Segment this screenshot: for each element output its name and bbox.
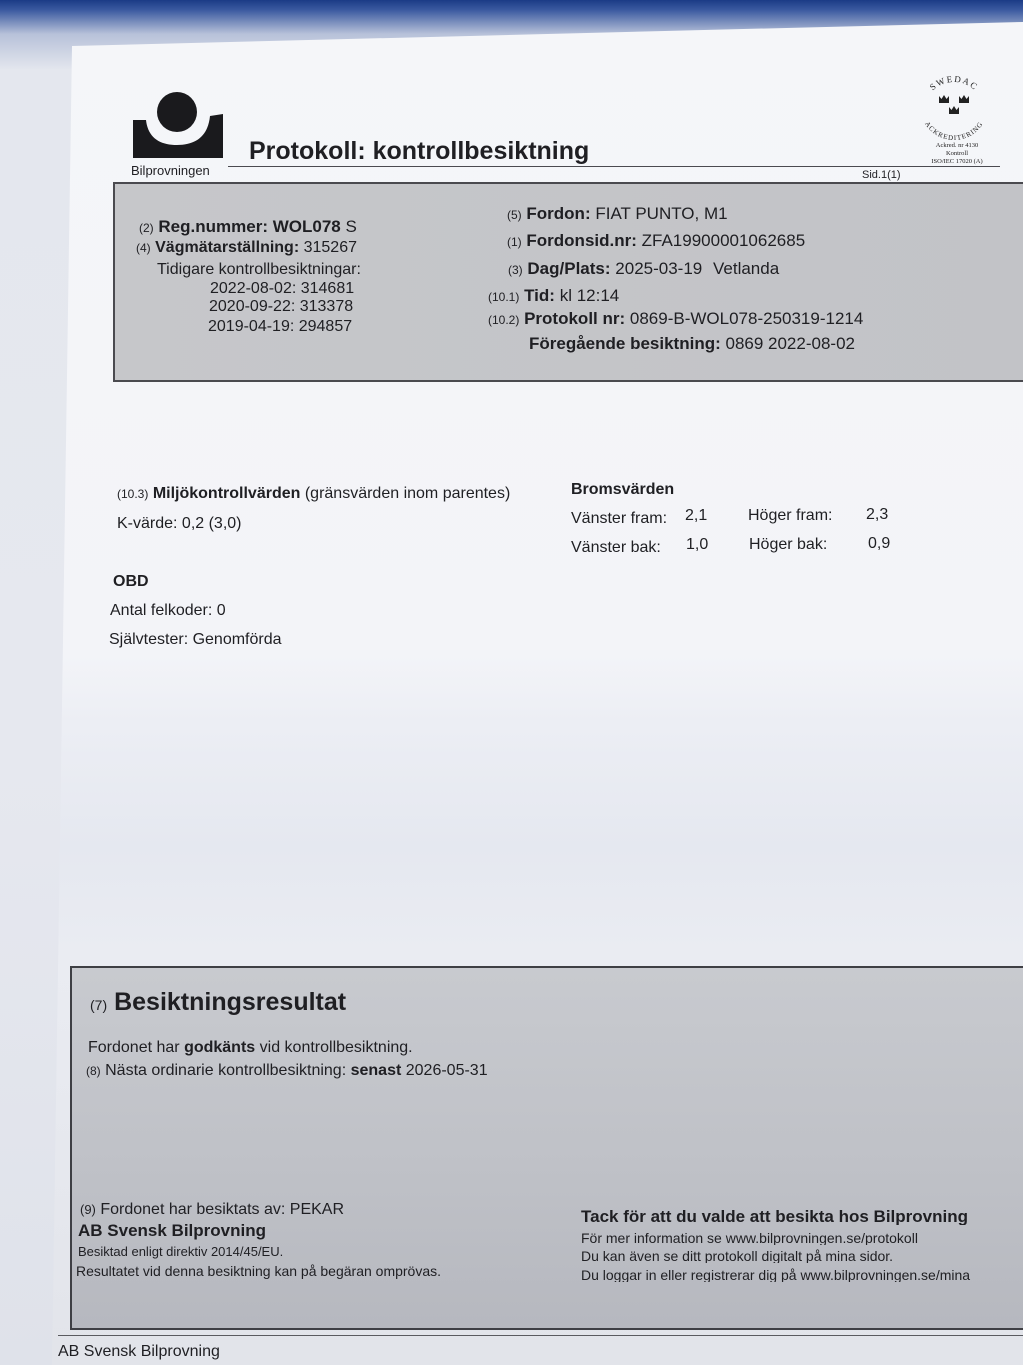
footer-rule [58,1335,1023,1336]
brake-right-rear-value: 0,9 [868,535,891,552]
result-status-post: vid kontrollbesiktning. [259,1039,413,1056]
seal-ring-top [928,74,981,92]
inspector-line [80,1202,344,1218]
brake-right-front-value: 2,3 [866,506,889,523]
three-crowns-icon [939,95,969,114]
obd-self-tests: Självtester: Genomförda [109,631,282,648]
swedac-seal-icon [912,74,996,144]
seal-ring-bottom-text: ACKREDITERING [923,120,985,143]
page-title: Protokoll: kontrollbesiktning [249,137,590,165]
ref-1: (1) [507,235,522,249]
footer-company: AB Svensk Bilprovning [58,1343,220,1360]
vin-value: ZFA19900001062685 [641,231,806,250]
protocol-number-label: Protokoll nr: [524,309,626,328]
vehicle-model-label: Fordon: [526,204,591,223]
vin-line [507,232,805,249]
date-place-label: Dag/Plats: [527,259,611,278]
time-value: kl 12:14 [559,286,620,305]
previous-inspection-item: 2019-04-19: 294857 [208,318,353,335]
inspection-date: 2025-03-19 [615,259,703,278]
reg-number-suffix: S [345,217,357,236]
brake-left-front-value: 2,1 [685,507,708,524]
vehicle-model-value: FIAT PUNTO, M1 [595,204,728,223]
protocol-number-line [488,310,863,327]
appeal-text: Resultatet vid denna besiktning kan på begäran omprövas. [76,1263,442,1279]
info-digital-protocol: Du kan även se ditt protokoll digitalt på mina sidor. [581,1249,894,1263]
ref-10-2: (10.2) [488,313,520,327]
time-label: Tid: [524,286,555,305]
result-heading [90,990,346,1015]
seal-kind: Kontroll [945,150,969,157]
obd-fault-codes: Antal felkoder: 0 [110,602,226,619]
title-rule [228,166,1000,167]
directive-text: Besiktad enligt direktiv 2014/45/EU. [78,1244,284,1259]
obd-heading: OBD [113,573,149,590]
vehicle-info-box [113,182,1023,382]
ref-7: (7) [90,997,108,1013]
bilprovningen-logo-icon [128,88,228,164]
inspector-text: Fordonet har besiktats av: PEKAR [100,1201,345,1218]
brake-left-rear-value: 1,0 [686,536,709,553]
previous-inspection-value: 0869 2022-08-02 [725,334,855,353]
brake-left-rear-label: Vänster bak: [571,539,661,556]
environment-label: Miljökontrollvärden [152,485,301,502]
brake-right-front-label: Höger fram: [748,507,833,524]
ref-5: (5) [507,208,522,222]
odometer-line [136,240,357,256]
previous-inspections-label: Tidigare kontrollbesiktningar: [157,261,361,278]
seal-ring-bottom [923,120,985,142]
logo-text: Bilprovningen [131,163,210,178]
time-line [488,287,619,304]
ref-4: (4) [136,241,151,255]
company-name: AB Svensk Bilprovning [78,1221,266,1240]
protocol-number-value: 0869-B-WOL078-250319-1214 [629,309,864,328]
next-inspection-latest: senast [350,1062,402,1079]
ref-3: (3) [508,263,523,277]
brake-right-rear-label: Höger bak: [749,536,828,553]
result-title: Besiktningsresultat [114,988,347,1016]
ref-2: (2) [139,221,154,235]
k-value: K-värde: 0,2 (3,0) [117,515,242,532]
inspection-result-box [70,966,1023,1330]
result-status-approved: godkänts [184,1039,256,1056]
info-login: Du loggar in eller registrerar dig på www.bilprovningen.se/mina [581,1268,971,1282]
vehicle-model-line [507,205,728,222]
ref-10-1: (10.1) [488,290,520,304]
brakes-heading: Bromsvärden [571,481,675,498]
seal-standard: ISO/IEC 17020 (A) [931,158,983,165]
odometer-value: 315267 [303,239,357,256]
date-place-line [508,260,779,277]
inspection-place: Vetlanda [712,259,780,278]
seal-caption [912,142,1002,166]
environment-heading [117,486,510,502]
thanks-text: Tack för att du valde att besikta hos Bilprovning [581,1208,968,1225]
previous-inspection-line [529,335,855,352]
result-status-line [88,1040,413,1056]
ref-8: (8) [86,1064,101,1078]
seal-ring-top-text: SWEDAC [927,74,981,93]
previous-inspection-item: 2022-08-02: 314681 [210,280,355,297]
brake-left-front-label: Vänster fram: [571,510,668,527]
next-inspection-date: 2026-05-31 [405,1062,488,1079]
environment-note: (gränsvärden inom parentes) [304,485,511,502]
previous-inspection-label: Föregående besiktning: [529,334,721,353]
info-protocol-url: För mer information se www.bilprovningen.se/protokoll [581,1231,918,1245]
reg-number-label: Reg.nummer: [158,217,268,236]
next-inspection-label: Nästa ordinarie kontrollbesiktning: [105,1062,347,1079]
ref-9: (9) [80,1202,96,1217]
odometer-label: Vägmätarställning: [155,239,300,256]
seal-ackred: Ackred. nr 4130 [935,142,979,149]
reg-number-line [139,218,357,235]
page-number: Sid.1(1) [862,169,901,181]
previous-inspection-item: 2020-09-22: 313378 [209,298,354,315]
result-status-pre: Fordonet har [88,1039,180,1056]
ref-10-3: (10.3) [117,487,149,501]
reg-number-value: WOL078 [272,217,341,236]
vin-label: Fordonsid.nr: [526,231,637,250]
next-inspection-line [86,1063,488,1079]
